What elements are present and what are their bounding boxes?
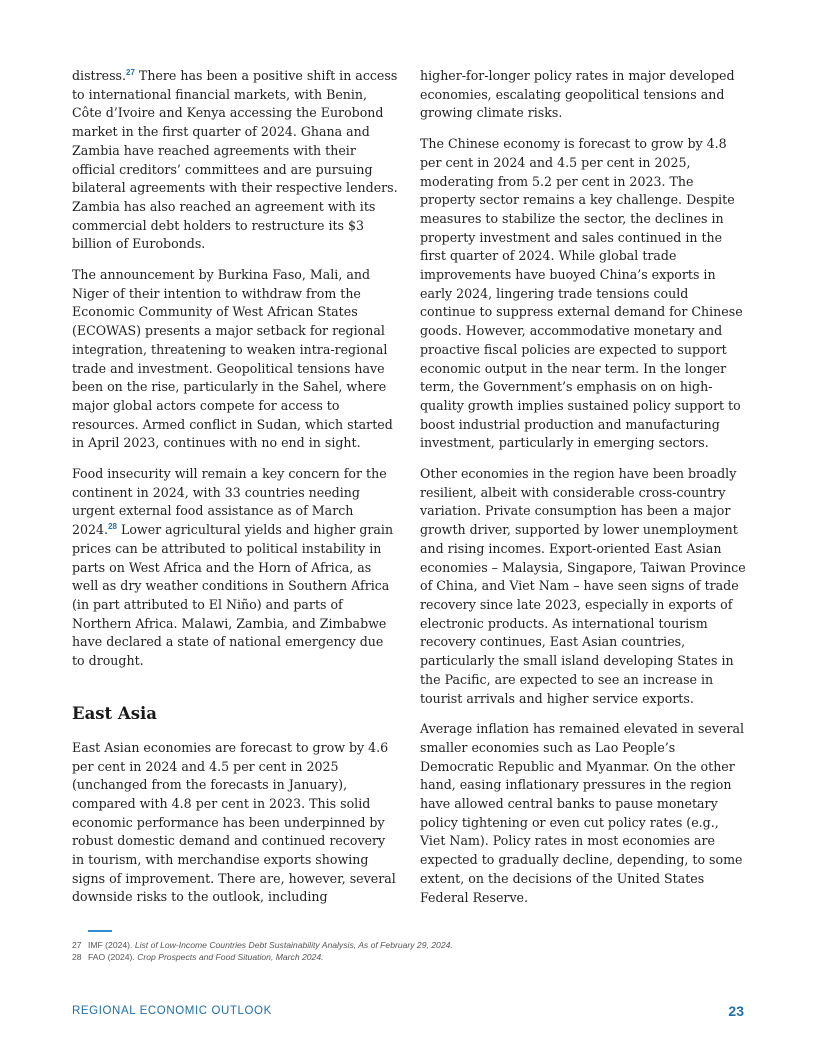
footnote-source: IMF (2024). xyxy=(88,940,135,950)
left-paragraph-4: East Asian economies are forecast to grow by 4.6 per cent in 2024 and 4.5 per cent in 2025 (unchanged from the forecasts in January), compared with 4.8 per cent in 2023. This solid economic performance has been underpinned by robust domestic demand and continued recovery in tourism, with merchandise exports showing signs of improvement. There are, however, several downside risks to the outlook, including xyxy=(72,739,396,905)
right-paragraph-4: Average inflation has remained elevated in several smaller economies such as Lao People’s Democratic Republic and Myanmar. On the other hand, easing inflationary pressures in the region have allowed central banks to pause monetary policy tightening or even cut policy rates (e.g., Viet Nam). Policy rates in most economies are expected to gradually decline, depending, to some extent, on the decisions of the United States Federal Reserve. xyxy=(420,721,745,905)
footnote-27 xyxy=(72,939,453,951)
footnote-title: List of Low-Income Countries Debt Sustainability Analysis, As of February 29, 2024. xyxy=(134,940,453,950)
footnote-ref-28[interactable]: 28 xyxy=(108,521,117,531)
footnote-divider xyxy=(88,930,112,932)
footnotes xyxy=(72,939,453,963)
left-column xyxy=(72,67,398,907)
footnote-ref-27[interactable]: 27 xyxy=(126,67,135,77)
running-footer-title: REGIONAL ECONOMIC OUTLOOK xyxy=(72,1005,272,1017)
left-paragraph-3-start: Food insecurity will remain a key concern for the continent in 2024, with 33 countries needing urgent external food assistance as of March 2024. xyxy=(72,466,387,538)
footnote-number: 27 xyxy=(72,940,82,950)
left-paragraph-3 xyxy=(72,465,398,671)
right-paragraph-3: Other economies in the region have been broadly resilient, albeit with considerable cross-country variation. Private consumption has been a major growth driver, supported by lower unemployment and rising incomes. Export-oriented East Asian economies – Malaysia, Singapore, Taiwan Province of China, and Viet Nam – have seen signs of trade recovery since late 2023, especially in exports of electronic products. As international tourism recovery continues, East Asian countries, particularly the small island developing States in the Pacific, are expected to see an increase in tourist arrivals and higher service exports. xyxy=(420,466,746,706)
footnote-source: FAO (2024). xyxy=(88,952,138,962)
footnote-title: Crop Prospects and Food Situation, March 2024. xyxy=(137,952,324,962)
footnote-28 xyxy=(72,951,453,963)
footnote-number: 28 xyxy=(72,952,82,962)
left-paragraph-1 xyxy=(72,67,398,254)
page-number: 23 xyxy=(728,1003,744,1019)
right-paragraph-2: The Chinese economy is forecast to grow by 4.8 per cent in 2024 and 4.5 per cent in 2025, moderating from 5.2 per cent in 2023. The property sector remains a key challenge. Despite measures to stabilize the sector, the declines in property investment and sales continued in the first quarter of 2024. While global trade improvements have buoyed China’s exports in early 2024, lingering trade tensions could continue to suppress external demand for Chinese goods. However, accommodative monetary and proactive fiscal policies are expected to support economic output in the near term. In the longer term, the Government’s emphasis on on high-quality growth implies sustained policy support to boost industrial production and manufacturing investment, particularly in emerging sectors. xyxy=(420,136,743,451)
section-heading-east-asia: East Asia xyxy=(72,703,157,723)
left-paragraph-1-rest: There has been a positive shift in access to international financial markets, with Benin, Côte d’Ivoire and Kenya accessing the Eurobond market in the first quarter of 2024. Ghana and Zambia have reached agreements with their official creditors’ committees and are pursuing bilateral agreements with their respective lenders. Zambia has also reached an agreement with its commercial debt holders to restructure its $3 billion of Eurobonds. xyxy=(72,68,398,252)
left-paragraph-2: The announcement by Burkina Faso, Mali, and Niger of their intention to withdraw from the Economic Community of West African States (ECOWAS) presents a major setback for regional integration, threatening to weaken intra-regional trade and investment. Geopolitical tensions have been on the rise, particularly in the Sahel, where major global actors compete for access to resources. Armed conflict in Sudan, which started in April 2023, continues with no end in sight. xyxy=(72,267,393,451)
right-column xyxy=(420,67,746,907)
left-paragraph-3-rest: Lower agricultural yields and higher grain prices can be attributed to political instability in parts on West Africa and the Horn of Africa, as well as dry weather conditions in Southern Africa (in part attributed to El Niño) and parts of Northern Africa. Malawi, Zambia, and Zimbabwe have declared a state of national emergency due to drought. xyxy=(72,522,394,669)
left-paragraph-1-start: distress. xyxy=(72,68,127,83)
right-paragraph-1: higher-for-longer policy rates in major developed economies, escalating geopolitical tensions and growing climate risks. xyxy=(420,68,735,121)
